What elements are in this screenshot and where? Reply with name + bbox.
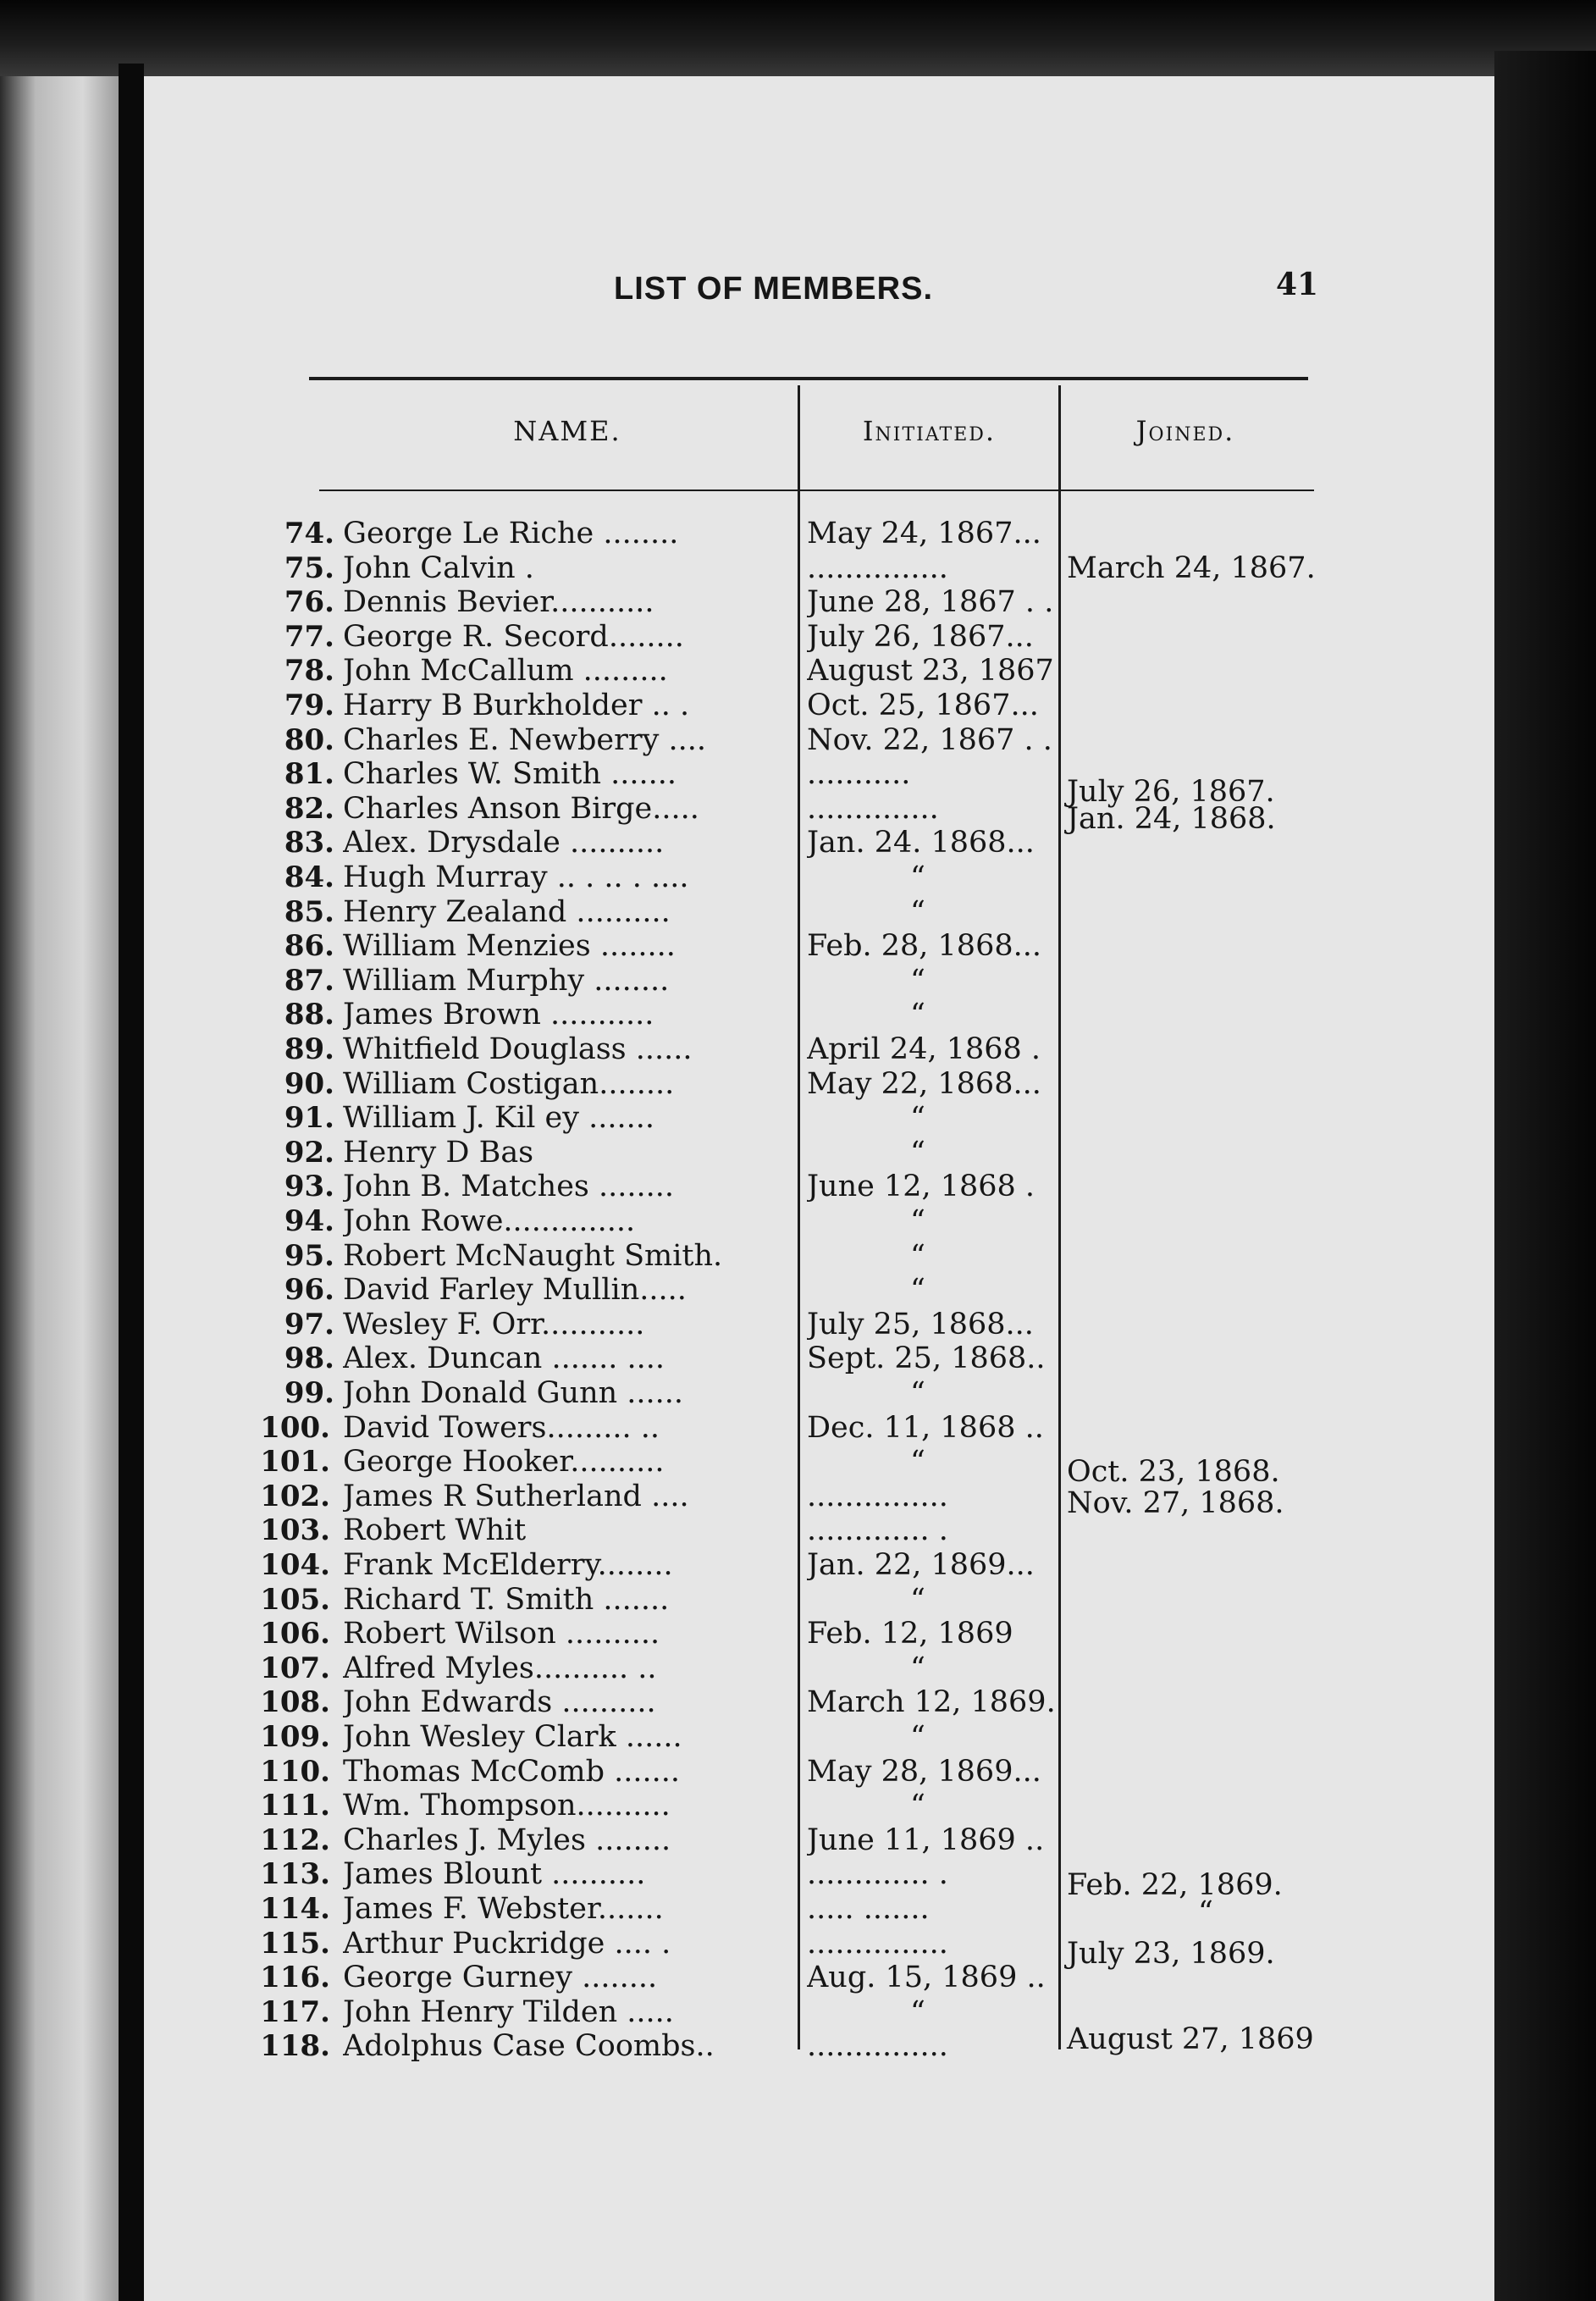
member-number: 74. (284, 517, 334, 550)
member-name: Henry Zealand .......... (343, 894, 671, 929)
member-number: 116. (260, 1961, 330, 1995)
member-name: John Wesley Clark ...... (343, 1720, 682, 1754)
member-name: John Edwards .......... (343, 1685, 656, 1720)
member-initiated-date: “ (910, 1651, 925, 1685)
member-number: 95. (284, 1238, 334, 1273)
member-joined-date: March 24, 1867. (1067, 550, 1316, 585)
member-name: James Brown ........... (343, 998, 654, 1032)
member-initiated-date: Aug. 15, 1869 .. (807, 1961, 1046, 1995)
member-number: 98. (284, 1341, 334, 1376)
member-name: William Costigan........ (343, 1066, 675, 1101)
member-number: 112. (260, 1823, 330, 1857)
member-number: 104. (260, 1548, 330, 1582)
member-name: Arthur Puckridge .... . (343, 1926, 671, 1961)
member-initiated-date: “ (910, 860, 925, 894)
member-number: 81. (284, 757, 334, 792)
scan-top-border (0, 0, 1596, 80)
column-header-name: NAME. (513, 415, 621, 447)
member-initiated-date: .............. (807, 791, 939, 826)
member-initiated-date: ........... (807, 757, 911, 792)
member-initiated-date: Jan. 24. 1868... (807, 826, 1035, 860)
member-name: Adolphus Case Coombs.. (343, 2029, 715, 2064)
member-name: Robert McNaught Smith. (343, 1238, 723, 1273)
member-initiated-date: “ (910, 1204, 925, 1238)
member-number: 89. (284, 1032, 334, 1066)
member-joined-date: July 26, 1867. (1067, 774, 1275, 809)
member-initiated-date: April 24, 1868 . (807, 1032, 1041, 1066)
member-number: 110. (260, 1754, 330, 1789)
member-name: Robert Wilson .......... (343, 1617, 660, 1651)
member-name: John Rowe.............. (343, 1204, 636, 1238)
member-initiated-date: Feb. 28, 1868... (807, 929, 1041, 964)
member-name: Charles E. Newberry .... (343, 722, 706, 757)
member-name: James R Sutherland .... (343, 1479, 689, 1513)
book-page (144, 76, 1494, 2301)
member-initiated-date: “ (910, 1994, 925, 2029)
member-initiated-date: June 12, 1868 . (807, 1170, 1035, 1204)
column-header-initiated: Initiated. (862, 415, 997, 447)
member-name: Frank McElderry........ (343, 1548, 673, 1582)
member-initiated-date: Sept. 25, 1868.. (807, 1341, 1046, 1376)
member-number: 82. (284, 791, 334, 826)
page-number: 41 (1276, 267, 1319, 302)
member-initiated-date: ..... ....... (807, 1892, 930, 1926)
member-initiated-date: “ (910, 1445, 925, 1480)
member-initiated-date: Nov. 22, 1867 . . (807, 722, 1052, 757)
member-number: 76. (284, 585, 334, 620)
member-name: Hugh Murray .. . .. . .... (343, 860, 689, 894)
member-name: Charles Anson Birge..... (343, 791, 699, 826)
member-name: Whitfield Douglass ...... (343, 1032, 693, 1066)
member-name: George Le Riche ........ (343, 517, 679, 550)
member-initiated-date: “ (910, 1238, 925, 1273)
member-initiated-date: Feb. 12, 1869 (807, 1617, 1013, 1651)
member-initiated-date: “ (910, 894, 925, 929)
member-name: Thomas McComb ....... (343, 1754, 680, 1789)
joined-column (144, 76, 1494, 2301)
member-name: Harry B Burkholder .. . (343, 689, 690, 722)
member-name: Wm. Thompson.......... (343, 1789, 671, 1823)
member-number: 106. (260, 1617, 330, 1651)
member-initiated-date: ............. . (807, 1513, 948, 1548)
member-initiated-date: “ (910, 1789, 925, 1823)
member-joined-date: “ (1198, 1895, 1213, 1930)
member-number: 99. (284, 1376, 334, 1410)
member-number: 78. (284, 654, 334, 689)
member-name: Richard T. Smith ....... (343, 1582, 670, 1617)
member-initiated-date: May 24, 1867... (807, 517, 1041, 550)
member-initiated-date: ............... (807, 1479, 948, 1513)
member-number: 85. (284, 894, 334, 929)
member-joined-date: August 27, 1869 (1067, 2022, 1314, 2057)
member-number: 92. (284, 1135, 334, 1170)
member-number: 115. (260, 1926, 330, 1961)
member-number: 117. (260, 1994, 330, 2029)
member-number: 108. (260, 1685, 330, 1720)
member-number: 114. (260, 1892, 330, 1926)
member-initiated-date: “ (910, 1582, 925, 1617)
member-number: 103. (260, 1513, 330, 1548)
member-number: 105. (260, 1582, 330, 1617)
member-number: 83. (284, 826, 334, 860)
member-name: William Murphy ........ (343, 963, 670, 998)
member-initiated-date: “ (910, 1376, 925, 1410)
member-name: William J. Kil ey ....... (343, 1101, 655, 1136)
member-initiated-date: “ (910, 1135, 925, 1170)
member-name: John B. Matches ........ (343, 1170, 674, 1204)
member-name: George Gurney ........ (343, 1961, 658, 1995)
member-name: Robert Whit (343, 1513, 527, 1548)
member-initiated-date: Dec. 11, 1868 .. (807, 1410, 1044, 1445)
member-initiated-date: August 23, 1867 (807, 654, 1054, 689)
member-initiated-date: May 22, 1868... (807, 1066, 1041, 1101)
member-name: Charles J. Myles ........ (343, 1823, 671, 1857)
member-joined-date: Oct. 23, 1868. (1067, 1455, 1280, 1490)
member-initiated-date: “ (910, 1273, 925, 1308)
member-number: 101. (260, 1445, 330, 1480)
member-number: 102. (260, 1479, 330, 1513)
member-initiated-date: March 12, 1869. (807, 1685, 1056, 1720)
member-number: 86. (284, 929, 334, 964)
member-initiated-date: ............. . (807, 1857, 948, 1892)
member-number: 94. (284, 1204, 334, 1238)
member-name: Alex. Duncan ....... .... (343, 1341, 665, 1376)
member-initiated-date: ............... (807, 1926, 948, 1961)
member-name: John Henry Tilden ..... (343, 1994, 674, 2029)
member-number: 111. (260, 1789, 330, 1823)
column-header-joined: Joined. (1135, 415, 1235, 447)
member-name: Henry D Bas (343, 1135, 534, 1170)
member-name: Alex. Drysdale .......... (343, 826, 665, 860)
member-number: 96. (284, 1273, 334, 1308)
member-initiated-date: “ (910, 1101, 925, 1136)
member-initiated-date: “ (910, 998, 925, 1032)
member-initiated-date: ............... (807, 2029, 948, 2064)
member-initiated-date: “ (910, 1720, 925, 1754)
member-name: Wesley F. Orr........... (343, 1307, 645, 1341)
member-initiated-date: May 28, 1869... (807, 1754, 1041, 1789)
member-name: John Donald Gunn ...... (343, 1376, 684, 1410)
member-number: 84. (284, 860, 334, 894)
member-name: Alfred Myles.......... .. (343, 1651, 657, 1685)
member-number: 91. (284, 1101, 334, 1136)
member-number: 88. (284, 998, 334, 1032)
member-joined-date: Feb. 22, 1869. (1067, 1867, 1283, 1902)
member-initiated-date: July 25, 1868... (807, 1307, 1034, 1341)
member-name: William Menzies ........ (343, 929, 676, 964)
member-name: Dennis Bevier........... (343, 585, 654, 620)
member-initiated-date: “ (910, 963, 925, 998)
member-initiated-date: Oct. 25, 1867... (807, 689, 1039, 722)
member-name: David Towers......... .. (343, 1410, 660, 1445)
member-number: 109. (260, 1720, 330, 1754)
member-number: 87. (284, 963, 334, 998)
member-number: 93. (284, 1170, 334, 1204)
member-joined-date: Jan. 24, 1868. (1067, 801, 1276, 836)
member-initiated-date: June 28, 1867 . . (807, 585, 1054, 620)
member-name: James Blount .......... (343, 1857, 646, 1892)
member-number: 77. (284, 619, 334, 654)
member-name: George R. Secord........ (343, 619, 684, 654)
member-number: 80. (284, 722, 334, 757)
member-name: James F. Webster....... (343, 1892, 664, 1926)
member-joined-date: July 23, 1869. (1067, 1936, 1275, 1971)
member-initiated-date: Jan. 22, 1869... (807, 1548, 1035, 1582)
member-name: Charles W. Smith ....... (343, 757, 677, 792)
member-joined-date: Nov. 27, 1868. (1067, 1485, 1284, 1520)
member-initiated-date: ............... (807, 550, 948, 585)
member-number: 113. (260, 1857, 330, 1892)
member-name: John Calvin . (343, 550, 534, 585)
previous-page-edge (0, 76, 119, 2301)
member-number: 107. (260, 1651, 330, 1685)
member-initiated-date: July 26, 1867... (807, 619, 1034, 654)
member-number: 118. (260, 2029, 330, 2064)
member-name: George Hooker.......... (343, 1445, 665, 1480)
member-name: David Farley Mullin..... (343, 1273, 687, 1308)
member-name: John McCallum ......... (343, 654, 668, 689)
member-number: 97. (284, 1307, 334, 1341)
member-number: 75. (284, 550, 334, 585)
member-number: 90. (284, 1066, 334, 1101)
page-running-title: LIST OF MEMBERS. (614, 271, 933, 307)
member-number: 100. (260, 1410, 330, 1445)
binding-gap (119, 64, 144, 2301)
member-number: 79. (284, 689, 334, 722)
scan-right-border (1494, 51, 1596, 2301)
member-initiated-date: June 11, 1869 .. (807, 1823, 1045, 1857)
